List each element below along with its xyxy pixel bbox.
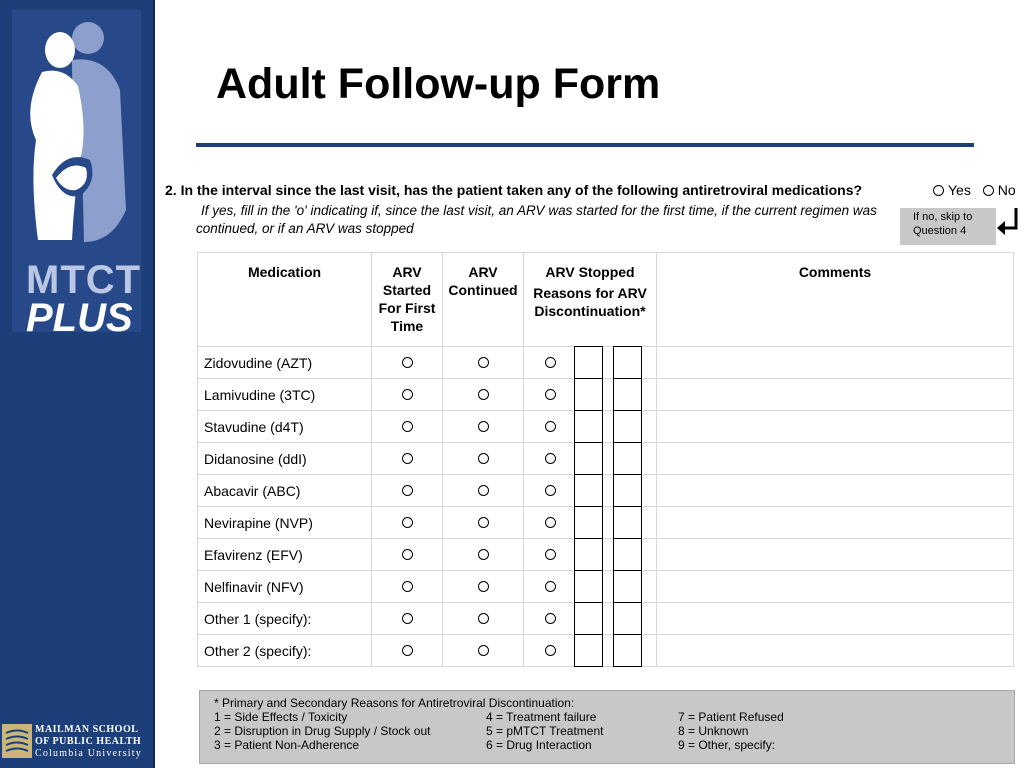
- yes-option[interactable]: [933, 182, 971, 198]
- stopped-cell: [524, 379, 657, 411]
- yes-label: Yes: [948, 182, 971, 198]
- page-title: Adult Follow-up Form: [216, 60, 661, 108]
- no-radio[interactable]: [983, 185, 994, 196]
- continued-cell[interactable]: [443, 603, 524, 635]
- medication-name: Other 2 (specify):: [198, 635, 372, 667]
- school-name-line1: MAILMAN SCHOOL: [35, 724, 139, 735]
- comments-cell[interactable]: [657, 603, 1014, 635]
- legend-item: 5 = pMTCT Treatment: [486, 724, 604, 738]
- secondary-reason-box[interactable]: [613, 506, 642, 539]
- stopped-cell: [524, 347, 657, 379]
- stopped-cell: [524, 475, 657, 507]
- comments-cell[interactable]: [657, 475, 1014, 507]
- continued-radio[interactable]: [478, 485, 489, 496]
- legend-item: 4 = Treatment failure: [486, 710, 597, 724]
- table-header-row: [198, 253, 1014, 347]
- stopped-cell: [524, 635, 657, 667]
- primary-reason-box[interactable]: [574, 506, 603, 539]
- school-logo: [0, 720, 155, 762]
- header-arv-stopped: ARV Stopped Reasons for ARV Discontinuation*: [524, 253, 657, 347]
- return-arrow-icon: [996, 206, 1022, 238]
- yes-radio[interactable]: [933, 185, 944, 196]
- legend-row: [214, 710, 1014, 724]
- table-row: [198, 539, 1014, 571]
- table-row: [198, 475, 1014, 507]
- secondary-reason-box[interactable]: [613, 474, 642, 507]
- legend-item: 1 = Side Effects / Toxicity: [214, 710, 348, 724]
- continued-cell[interactable]: [443, 443, 524, 475]
- primary-reason-box[interactable]: [574, 570, 603, 603]
- stopped-cell: [524, 539, 657, 571]
- started-cell[interactable]: [372, 379, 443, 411]
- secondary-reason-box[interactable]: [613, 378, 642, 411]
- stopped-radio[interactable]: [545, 421, 556, 432]
- started-radio[interactable]: [402, 485, 413, 496]
- comments-cell[interactable]: [657, 347, 1014, 379]
- table-row: [198, 571, 1014, 603]
- question-instructions: If yes, fill in the 'o' indicating if, since the last visit, an ARV was started for the first time, if the current regimen was continued, or if an ARV was stopped: [196, 203, 877, 236]
- secondary-reason-box[interactable]: [613, 570, 642, 603]
- stopped-cell: [524, 443, 657, 475]
- medication-name: Nelfinavir (NFV): [198, 571, 372, 603]
- medication-name: Didanosine (ddI): [198, 443, 372, 475]
- legend-item: 3 = Patient Non-Adherence: [214, 738, 360, 752]
- skip-note-line1: If no, skip to: [913, 211, 973, 223]
- primary-reason-box[interactable]: [574, 378, 603, 411]
- continued-cell[interactable]: [443, 475, 524, 507]
- table-row: [198, 411, 1014, 443]
- started-cell[interactable]: [372, 635, 443, 667]
- continued-radio[interactable]: [478, 581, 489, 592]
- header-arv-started: ARV Started For First Time: [372, 253, 443, 347]
- continued-cell[interactable]: [443, 507, 524, 539]
- continued-cell[interactable]: [443, 539, 524, 571]
- question-text: 2. In the interval since the last visit, has the patient taken any of the following antiretroviral medications?: [165, 182, 863, 198]
- started-radio[interactable]: [402, 421, 413, 432]
- mother-child-figure-icon: [12, 10, 141, 255]
- continued-cell[interactable]: [443, 571, 524, 603]
- logo-plus-text: PLUS: [26, 296, 133, 340]
- secondary-reason-box[interactable]: [613, 602, 642, 635]
- primary-reason-box[interactable]: [574, 474, 603, 507]
- started-cell[interactable]: [372, 411, 443, 443]
- stopped-cell: [524, 571, 657, 603]
- medication-name: Zidovudine (AZT): [198, 347, 372, 379]
- medication-name: Lamivudine (3TC): [198, 379, 372, 411]
- primary-reason-box[interactable]: [574, 602, 603, 635]
- continued-cell[interactable]: [443, 635, 524, 667]
- primary-reason-box[interactable]: [574, 442, 603, 475]
- stopped-radio[interactable]: [545, 645, 556, 656]
- stopped-radio[interactable]: [545, 453, 556, 464]
- stopped-cell: [524, 411, 657, 443]
- continued-radio[interactable]: [478, 421, 489, 432]
- started-radio[interactable]: [402, 613, 413, 624]
- started-radio[interactable]: [402, 389, 413, 400]
- started-radio[interactable]: [402, 453, 413, 464]
- school-name-line2: OF PUBLIC HEALTH: [35, 736, 142, 747]
- stopped-radio[interactable]: [545, 613, 556, 624]
- medication-name: Nevirapine (NVP): [198, 507, 372, 539]
- medication-table: [197, 252, 1014, 667]
- table-row: [198, 635, 1014, 667]
- sidebar: [0, 0, 155, 768]
- medication-name: Efavirenz (EFV): [198, 539, 372, 571]
- stopped-radio[interactable]: [545, 357, 556, 368]
- skip-note: [900, 208, 996, 245]
- continued-cell[interactable]: [443, 379, 524, 411]
- table-row: [198, 379, 1014, 411]
- medication-name: Stavudine (d4T): [198, 411, 372, 443]
- mtct-plus-logo: [12, 10, 142, 340]
- started-radio[interactable]: [402, 549, 413, 560]
- table-row: [198, 443, 1014, 475]
- medication-name: Other 1 (specify):: [198, 603, 372, 635]
- started-cell[interactable]: [372, 571, 443, 603]
- started-cell[interactable]: [372, 475, 443, 507]
- secondary-reason-box[interactable]: [613, 538, 642, 571]
- comments-cell[interactable]: [657, 571, 1014, 603]
- continued-radio[interactable]: [478, 453, 489, 464]
- legend-item: 6 = Drug Interaction: [486, 738, 592, 752]
- no-label: No: [997, 182, 1016, 198]
- started-radio[interactable]: [402, 517, 413, 528]
- started-radio[interactable]: [402, 581, 413, 592]
- continued-radio[interactable]: [478, 645, 489, 656]
- secondary-reason-box[interactable]: [613, 442, 642, 475]
- continued-radio[interactable]: [478, 549, 489, 560]
- no-option[interactable]: [983, 182, 1016, 198]
- secondary-reason-box[interactable]: [613, 346, 642, 379]
- stopped-radio[interactable]: [545, 549, 556, 560]
- primary-reason-box[interactable]: [574, 634, 603, 667]
- started-cell[interactable]: [372, 443, 443, 475]
- stopped-radio[interactable]: [545, 389, 556, 400]
- comments-cell[interactable]: [657, 443, 1014, 475]
- primary-reason-box[interactable]: [574, 346, 603, 379]
- comments-cell[interactable]: [657, 507, 1014, 539]
- continued-radio[interactable]: [478, 357, 489, 368]
- secondary-reason-box[interactable]: [613, 634, 642, 667]
- continued-radio[interactable]: [478, 389, 489, 400]
- comments-cell[interactable]: [657, 635, 1014, 667]
- comments-cell[interactable]: [657, 539, 1014, 571]
- table-row: [198, 507, 1014, 539]
- continued-radio[interactable]: [478, 613, 489, 624]
- continued-cell[interactable]: [443, 347, 524, 379]
- stopped-cell: [524, 507, 657, 539]
- school-emblem-icon: [2, 724, 32, 758]
- stopped-cell: [524, 603, 657, 635]
- started-cell[interactable]: [372, 603, 443, 635]
- legend-item: 8 = Unknown: [678, 724, 749, 738]
- primary-reason-box[interactable]: [574, 538, 603, 571]
- skip-note-line2: Question 4: [913, 225, 967, 237]
- school-university: Columbia University: [35, 748, 142, 759]
- table-row: [198, 347, 1014, 379]
- secondary-reason-box[interactable]: [613, 410, 642, 443]
- started-radio[interactable]: [402, 645, 413, 656]
- title-divider: [196, 143, 974, 147]
- logo-mtct-text: MTCT: [26, 258, 142, 302]
- legend-row: [214, 738, 1014, 752]
- legend-item: 7 = Patient Refused: [678, 710, 784, 724]
- started-cell[interactable]: [372, 539, 443, 571]
- started-cell[interactable]: [372, 507, 443, 539]
- legend-item: 9 = Other, specify:: [678, 738, 776, 752]
- primary-reason-box[interactable]: [574, 410, 603, 443]
- legend-title: * Primary and Secondary Reasons for Antiretroviral Discontinuation:: [214, 696, 575, 710]
- legend-row: [214, 724, 1014, 738]
- yes-no-options: [933, 182, 1024, 199]
- header-arv-continued: ARV Continued: [443, 253, 524, 347]
- legend-item: 2 = Disruption in Drug Supply / Stock out: [214, 724, 431, 738]
- comments-cell[interactable]: [657, 379, 1014, 411]
- continued-cell[interactable]: [443, 411, 524, 443]
- header-comments: Comments: [657, 253, 1014, 347]
- stopped-radio[interactable]: [545, 517, 556, 528]
- stopped-radio[interactable]: [545, 581, 556, 592]
- discontinuation-legend: [199, 690, 1015, 764]
- stopped-radio[interactable]: [545, 485, 556, 496]
- started-cell[interactable]: [372, 347, 443, 379]
- table-row: [198, 603, 1014, 635]
- comments-cell[interactable]: [657, 411, 1014, 443]
- started-radio[interactable]: [402, 357, 413, 368]
- continued-radio[interactable]: [478, 517, 489, 528]
- medication-name: Abacavir (ABC): [198, 475, 372, 507]
- header-medication: Medication: [198, 253, 372, 347]
